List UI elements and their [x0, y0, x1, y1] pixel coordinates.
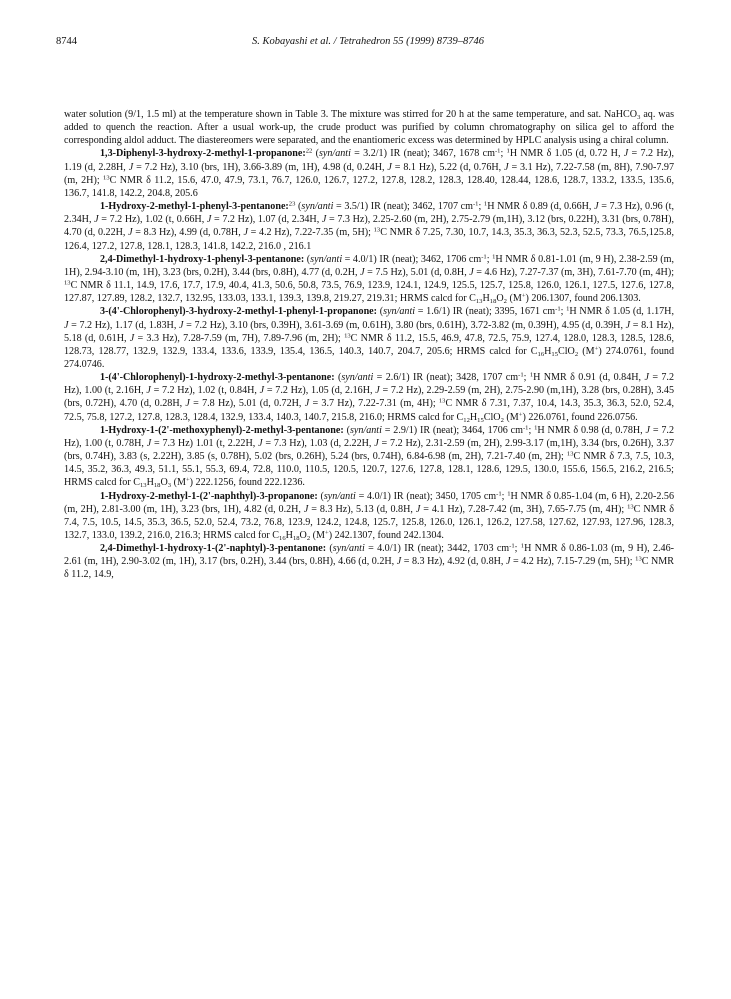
spectral-data: IR (neat); 3467, 1678 $cm^{-1}$; $^1$H NMR δ 1.05 (d, 0.72 H, J = 7.2 Hz), 1.19 (d, 2.28H, J = 7.2 Hz), 3.10 (brs, 1H), 3.66-3.89 (m, 1H), 4.98 (d, 0.24H, J = 8.1 Hz), 5.22 (d, 0.76H, J = 3.1 Hz), 7.22-7.58 (m, 8H), 7.90-7.97 (m, 2H); $^{13}$C NMR δ 11.2, 15.6, 47.0, 47.9, 73.1, 76.7, 126.0, 126.7, 127.2, 127.8, 128.2, 128.3, 128.40, 128.44, 128.6, 128.7, 133.2, 133.5, 135.6, 136.7, 141.8, 142.2, 204.8, 205.6 — [64, 147, 675, 199]
spectral-data: IR (neat); 3462, 1706 $cm^{-1}$; $^1$H NMR δ 0.81-1.01 (m, 9 H), 2.38-2.59 (m, 1H), 2.94-3.10 (m, 1H), 3.23 (brs, 0.2H), 3.44 (brs, 0.8H), 4.77 (d, 0.2H, J = 7.5 Hz), 5.01 (d, 0.8H, J = 4.6 Hz), 7.27-7.37 (m, 3H), 7.61-7.70 (m, 4H); $^{13}$C NMR δ 11.1, 14.9, 17.6, 17.7, 17.9, 40.4, 41.3, 50.6, 50.8, 73.5, 76.9, 123.9, 124.1, 124.9, 125.5, 125.7, 125.8, 126.0, 126.1, 127.5, 127.6, 127.8, 127.87, 127.89, 128.2, 132.7, 132.95, 133.03, 133.1, 139.3, 139.8, 219.27, 219.31; HRMS calcd for $C_{13}H_{18}O_2$ (M+) 206.1307, found 206.1303. — [64, 253, 675, 306]
spectral-data: IR (neat); 3464, 1706 $cm^{-1}$; $^1$H NMR δ 0.98 (d, 0.78H, J = 7.2 Hz), 1.00 (t, 0.78H, J = 7.3 Hz) 1.01 (t, 2.22H, J = 7.3 Hz), 1.03 (d, 2.22H, J = 7.2 Hz), 2.31-2.59 (m, 2H), 2.99-3.17 (m,1H), 3.34 (brs, 0.26H), 3.37 (brs, 0.74H), 3.83 (s, 2.22H), 3.85 (s, 0.78H), 5.02 (brs, 0.26H), 5.24 (brs, 0.74H), 6.84-6.98 (m, 2H), 7.21-7.40 (m, 2H); $^{13}$C NMR δ 7.3, 7.5, 10.3, 14.5, 35.2, 36.3, 49.3, 51.1, 55.1, 55.3, 69.4, 72.8, 110.0, 110.5, 120.5, 120.7, 127.6, 127.8, 128.1, 128.6, 129.5, 130.0, 155.6, 156.5, 216.2, 216.5; HRMS calcd for $C_{13}H_{18}O_3$ (M+) 222.1256, found 222.1236. — [64, 424, 675, 490]
compound-name: 2,4-Dimethyl-1-hydroxy-1-(2'-naphtyl)-3-pentanone: — [100, 543, 327, 555]
compound-entry — [64, 542, 674, 581]
compound-name: 1-(4'-Chlorophenyl)-1-hydroxy-2-methyl-3-pentanone: — [100, 372, 335, 384]
compound-entries — [64, 147, 674, 581]
page-header — [56, 36, 680, 52]
compound-entry — [64, 200, 674, 253]
diastereomer-ratio: (syn/anti = 3.2/1) — [315, 148, 387, 160]
compound-name: 1-Hydroxy-2-methyl-1-phenyl-3-pentanone: — [100, 201, 289, 213]
diastereomer-ratio: (syn/anti = 2.6/1) — [337, 372, 410, 384]
compound-name: 1-Hydroxy-2-methyl-1-(2'-naphthyl)-3-propanone: — [100, 490, 318, 502]
compound-entry — [64, 147, 674, 200]
diastereomer-ratio: (syn/anti = 4.0/1) — [306, 253, 377, 265]
diastereomer-ratio: (syn/anti = 3.5/1) — [298, 201, 369, 213]
diastereomer-ratio: (syn/anti = 4.0/1) — [320, 490, 391, 502]
spectral-data: IR (neat); 3395, 1671 $cm^{-1}$; $^1$H NMR δ 1.05 (d, 1.17H, J = 7.2 Hz), 1.17 (d, 1.83H, J = 7.2 Hz), 3.10 (brs, 0.39H), 3.61-3.69 (m, 0.61H), 3.80 (brs, 0.61H), 3.72-3.82 (m, 0.39H), 4.95 (d, 0.39H, J = 8.1 Hz), 5.18 (d, 0.61H, J = 3.3 Hz), 7.28-7.59 (m, 7H), 7.89-7.96 (m, 2H); $^{13}$C NMR δ 11.2, 15.5, 46.9, 47.8, 72.5, 75.9, 127.4, 128.0, 128.3, 128.5, 128.6, 128.73, 128.77, 132.9, 132.9, 133.4, 133.6, 133.9, 135.4, 136.5, 140.3, 140.7, 204.7, 205.6; HRMS calcd for $C_{16}H_{15}ClO_2$ (M+) 274.0761, found 274.0746. — [64, 305, 675, 370]
compound-entry — [64, 371, 674, 424]
reference-superscript: 22 — [305, 147, 313, 155]
compound-entry — [64, 253, 674, 306]
compound-name: 2,4-Dimethyl-1-hydroxy-1-phenyl-3-pentanone: — [100, 253, 305, 265]
compound-entry — [64, 305, 674, 371]
compound-name: 3-(4'-Chlorophenyl)-3-hydroxy-2-methyl-1-phenyl-1-propanone: — [100, 306, 378, 318]
spectral-data: IR (neat); 3442, 1703 $cm^{-1}$; $^1$H NMR δ 0.86-1.03 (m, 9 H), 2.46-2.61 (m, 1H), 2.90-3.02 (m, 1H), 3.17 (brs, 0.2H), 3.44 (brs, 0.8H), 4.66 (d, 0.2H, J = 8.3 Hz), 4.92 (d, 0.8H, J = 4.2 Hz), 7.15-7.29 (m, 5H); $^{13}$C NMR δ 11.2, 14.9, — [64, 542, 675, 581]
diastereomer-ratio: (syn/anti = 1.6/1) — [379, 306, 450, 318]
compound-name: 1-Hydroxy-1-(2'-methoxyphenyl)-2-methyl-3-pentanone: — [100, 424, 344, 436]
compound-entry — [64, 424, 674, 490]
compound-entry — [64, 490, 674, 543]
intro-paragraph: water solution (9/1, 1.5 ml) at the temperature shown in Table 3. The mixture was stirred for 20 h at the same temperature, and sat. NaHCO$_3$ aq. was added to quench the reaction. After a usual work-up, the crude product was purified by column chromatography on silica gel to afford the corresponding aldol adduct. The diastereomers were separated, and the enantiomeric excess was determined by HPLC analysis using a chiral column. — [64, 109, 675, 147]
diastereomer-ratio: (syn/anti = 2.9/1) — [346, 424, 418, 436]
diastereomer-ratio: (syn/anti = 4.0/1) — [329, 543, 401, 555]
spectral-data: IR (neat); 3462, 1707 $cm^{-1}$; $^1$H NMR δ 0.89 (d, 0.66H, J = 7.3 Hz), 0.96 (t, 2.34H, J = 7.2 Hz), 1.02 (t, 0.66H, J = 7.2 Hz), 1.07 (d, 2.34H, J = 7.3 Hz), 2.25-2.60 (m, 2H), 2.75-2.79 (m,1H), 3.12 (brs, 0.22H), 3.31 (brs, 0.78H), 4.70 (d, 0.22H, J = 8.3 Hz), 4.99 (d, 0.78H, J = 4.2 Hz), 7.22-7.35 (m, 5H); $^{13}$C NMR δ 7.25, 7.30, 10.7, 14.3, 35.3, 36.3, 52.3, 52.5, 73.3, 76.5,125.8, 126.4, 127.2, 127.8, 128.1, 128.3, 141.8, 142.2, 216.0 , 216.1 — [64, 200, 675, 252]
reference-superscript: 23 — [288, 200, 296, 208]
compound-name: 1,3-Diphenyl-3-hydroxy-2-methyl-1-propanone: — [100, 148, 306, 160]
experimental-text — [64, 108, 674, 582]
page-number: 8744 — [56, 36, 77, 47]
spectral-data: IR (neat); 3450, 1705 $cm^{-1}$; $^1$H NMR δ 0.85-1.04 (m, 6 H), 2.20-2.56 (m, 2H), 2.81-3.00 (m, 1H), 3.23 (brs, 1H), 4.82 (d, 0.2H, J = 8.3 Hz), 5.13 (d, 0.8H, J = 4.1 Hz), 7.28-7.42 (m, 3H), 7.65-7.75 (m, 4H); $^{13}$C NMR δ 7.4, 7.5, 10.5, 14.5, 35.3, 36.5, 52.0, 52.4, 73.2, 76.8, 123.9, 124.2, 124.8, 125.7, 125.8, 126.0, 126.1, 126.2, 127.58, 127.62, 127.93, 127.96, 128.3, 132.7, 133.0, 139.2, 216.0, 216.3; HRMS calcd for $C_{16}H_{18}O_2$ (M+) 242.1307, found 242.1304. — [64, 489, 675, 543]
running-head: S. Kobayashi et al. / Tetrahedron 55 (1999) 8739–8746 — [252, 36, 484, 47]
spectral-data: IR (neat); 3428, 1707 $cm^{-1}$; $^1$H NMR δ 0.91 (d, 0.84H, J = 7.2 Hz), 1.00 (t, 2.16H, J = 7.2 Hz), 1.02 (t, 0.84H, J = 7.2 Hz), 1.05 (d, 2.16H, J = 7.2 Hz), 2.29-2.59 (m, 2H), 2.75-2.90 (m,1H), 3.28 (brs, 0.28H), 3.45 (brs, 0.72H), 4.70 (d, 0.28H, J = 7.8 Hz), 5.01 (d, 0.72H, J = 3.7 Hz), 7.22-7.31 (m, 4H); $^{13}$C NMR δ 7.31, 7.37, 10.4, 14.3, 35.3, 36.3, 52.0, 52.4, 72.5, 75.8, 127.2, 127.8, 128.3, 128.4, 132.9, 133.4, 140.3, 140.7, 215.8, 216.0; HRMS calcd for $C_{12}H_{15}ClO_2$ (M+) 226.0761, found 226.0756. — [64, 371, 675, 424]
